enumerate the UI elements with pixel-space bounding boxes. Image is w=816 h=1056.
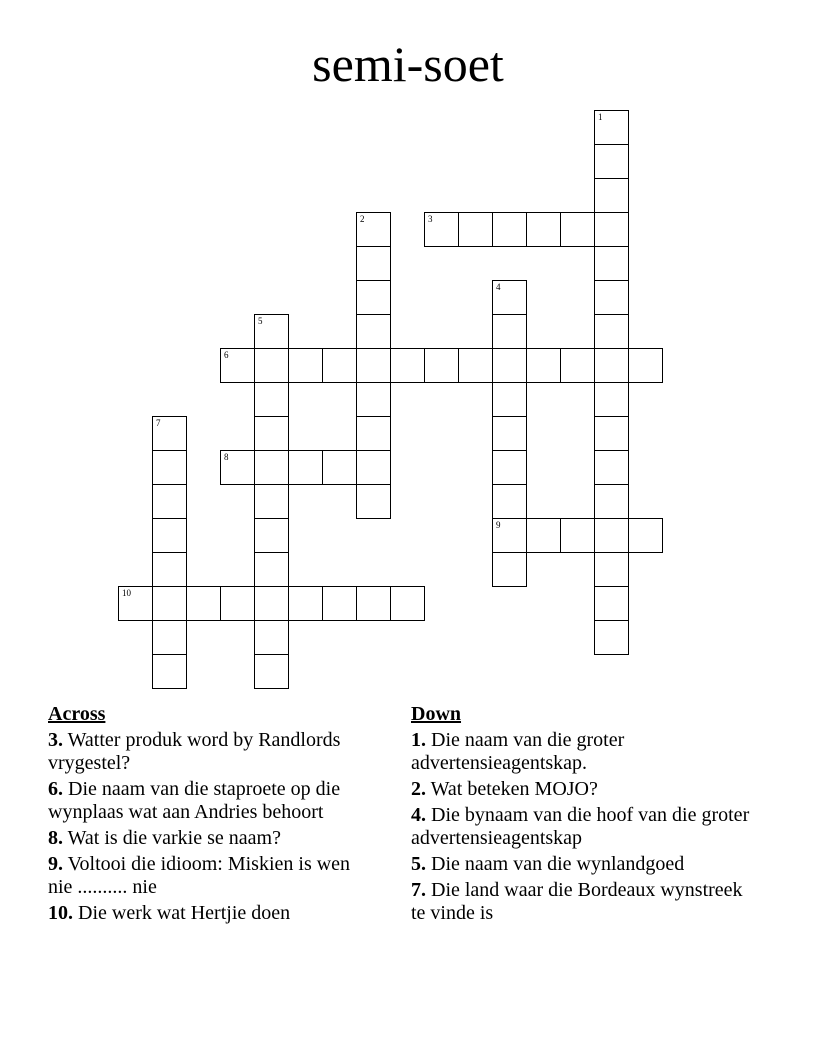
- grid-cell[interactable]: [254, 450, 289, 485]
- grid-cell[interactable]: [152, 620, 187, 655]
- grid-cell[interactable]: [594, 178, 629, 213]
- grid-cell[interactable]: [594, 552, 629, 587]
- clue-number: 1.: [411, 729, 426, 751]
- grid-cell[interactable]: [152, 450, 187, 485]
- grid-cell[interactable]: [492, 382, 527, 417]
- down-clue: [411, 853, 751, 876]
- clue-text: Wat is die varkie se naam?: [67, 827, 281, 849]
- cell-number: 10: [122, 588, 131, 598]
- grid-cell[interactable]: [390, 348, 425, 383]
- clue-text: Die werk wat Hertjie doen: [78, 902, 291, 924]
- grid-cell[interactable]: [594, 450, 629, 485]
- across-clue: [48, 778, 378, 824]
- grid-cell[interactable]: [424, 212, 459, 247]
- down-clue: [411, 729, 751, 775]
- grid-cell[interactable]: [492, 450, 527, 485]
- cell-number: 3: [428, 214, 433, 224]
- grid-cell[interactable]: [492, 518, 527, 553]
- grid-cell[interactable]: [594, 484, 629, 519]
- grid-cell[interactable]: [492, 416, 527, 451]
- grid-cell[interactable]: [254, 382, 289, 417]
- grid-cell[interactable]: [424, 348, 459, 383]
- across-clue: [48, 853, 378, 899]
- grid-cell[interactable]: [254, 314, 289, 349]
- grid-cell[interactable]: [492, 280, 527, 315]
- grid-cell[interactable]: [254, 654, 289, 689]
- grid-cell[interactable]: [220, 348, 255, 383]
- grid-cell[interactable]: [152, 518, 187, 553]
- cell-number: 8: [224, 452, 229, 462]
- grid-cell[interactable]: [594, 382, 629, 417]
- grid-cell[interactable]: [594, 518, 629, 553]
- grid-cell[interactable]: [390, 586, 425, 621]
- grid-cell[interactable]: [356, 246, 391, 281]
- grid-cell[interactable]: [152, 416, 187, 451]
- grid-cell[interactable]: [594, 110, 629, 145]
- grid-cell[interactable]: [356, 484, 391, 519]
- grid-cell[interactable]: [220, 586, 255, 621]
- grid-cell[interactable]: [594, 212, 629, 247]
- grid-cell[interactable]: [560, 348, 595, 383]
- grid-cell[interactable]: [356, 586, 391, 621]
- grid-cell[interactable]: [356, 450, 391, 485]
- down-heading: Down: [411, 703, 462, 725]
- grid-cell[interactable]: [594, 246, 629, 281]
- clue-text: Watter produk word by Randlords vrygestel?: [48, 729, 341, 774]
- grid-cell[interactable]: [526, 212, 561, 247]
- grid-cell[interactable]: [220, 450, 255, 485]
- grid-cell[interactable]: [492, 314, 527, 349]
- cell-number: 2: [360, 214, 365, 224]
- clue-text: Die naam van die staproete op die wynplaas wat aan Andries behoort: [48, 778, 341, 823]
- down-clue: [411, 804, 751, 850]
- cell-number: 7: [156, 418, 161, 428]
- grid-cell[interactable]: [254, 552, 289, 587]
- grid-cell[interactable]: [594, 348, 629, 383]
- grid-cell[interactable]: [254, 348, 289, 383]
- grid-cell[interactable]: [288, 586, 323, 621]
- across-clue: [48, 827, 378, 850]
- grid-cell[interactable]: [594, 620, 629, 655]
- grid-cell[interactable]: [152, 654, 187, 689]
- cell-number: 5: [258, 316, 263, 326]
- across-clues: [48, 703, 378, 928]
- grid-cell[interactable]: [152, 484, 187, 519]
- clue-number: 5.: [411, 853, 426, 875]
- clue-text: Die bynaam van die hoof van die groter advertensieagentskap: [411, 804, 750, 849]
- cell-number: 9: [496, 520, 501, 530]
- grid-cell[interactable]: [560, 212, 595, 247]
- grid-cell[interactable]: [594, 144, 629, 179]
- grid-cell[interactable]: [254, 620, 289, 655]
- grid-cell[interactable]: [458, 348, 493, 383]
- grid-cell[interactable]: [186, 586, 221, 621]
- grid-cell[interactable]: [118, 586, 153, 621]
- cell-number: 1: [598, 112, 603, 122]
- grid-cell[interactable]: [356, 382, 391, 417]
- clue-text: Die land waar die Bordeaux wynstreek te vinde is: [411, 879, 743, 924]
- grid-cell[interactable]: [356, 314, 391, 349]
- grid-cell[interactable]: [458, 212, 493, 247]
- grid-cell[interactable]: [594, 586, 629, 621]
- grid-cell[interactable]: [322, 586, 357, 621]
- grid-cell[interactable]: [628, 518, 663, 553]
- grid-cell[interactable]: [594, 416, 629, 451]
- cell-number: 6: [224, 350, 229, 360]
- grid-cell[interactable]: [594, 280, 629, 315]
- grid-cell[interactable]: [526, 348, 561, 383]
- down-clues: [411, 703, 751, 928]
- clue-text: Wat beteken MOJO?: [430, 778, 598, 800]
- grid-cell[interactable]: [492, 484, 527, 519]
- grid-cell[interactable]: [356, 212, 391, 247]
- across-clue: [48, 902, 378, 925]
- grid-cell[interactable]: [152, 552, 187, 587]
- grid-cell[interactable]: [288, 348, 323, 383]
- grid-cell[interactable]: [526, 518, 561, 553]
- clue-number: 8.: [48, 827, 63, 849]
- clue-number: 9.: [48, 853, 63, 875]
- grid-cell[interactable]: [322, 348, 357, 383]
- clue-number: 7.: [411, 879, 426, 901]
- puzzle-title: semi-soet: [312, 36, 504, 92]
- grid-cell[interactable]: [560, 518, 595, 553]
- grid-cell[interactable]: [492, 212, 527, 247]
- grid-cell[interactable]: [288, 450, 323, 485]
- down-clue: [411, 879, 751, 925]
- grid-cell[interactable]: [254, 518, 289, 553]
- grid-cell[interactable]: [628, 348, 663, 383]
- grid-cell[interactable]: [322, 450, 357, 485]
- grid-cell[interactable]: [356, 280, 391, 315]
- cell-number: 4: [496, 282, 501, 292]
- clue-number: 2.: [411, 778, 426, 800]
- grid-cell[interactable]: [492, 552, 527, 587]
- clue-number: 3.: [48, 729, 63, 751]
- clue-text: Voltooi die idioom: Miskien is wen nie .......... nie: [48, 853, 351, 898]
- across-clue: [48, 729, 378, 775]
- grid-cell[interactable]: [594, 314, 629, 349]
- clue-text: Die naam van die wynlandgoed: [431, 853, 685, 875]
- grid-cell[interactable]: [254, 586, 289, 621]
- grid-cell[interactable]: [356, 348, 391, 383]
- clue-number: 10.: [48, 902, 73, 924]
- clue-number: 4.: [411, 804, 426, 826]
- grid-cell[interactable]: [492, 348, 527, 383]
- across-heading: Across: [48, 703, 106, 725]
- down-clue: [411, 778, 751, 801]
- grid-cell[interactable]: [254, 484, 289, 519]
- clue-text: Die naam van die groter advertensieagentskap.: [411, 729, 625, 774]
- grid-cell[interactable]: [254, 416, 289, 451]
- clue-number: 6.: [48, 778, 63, 800]
- grid-cell[interactable]: [152, 586, 187, 621]
- grid-cell[interactable]: [356, 416, 391, 451]
